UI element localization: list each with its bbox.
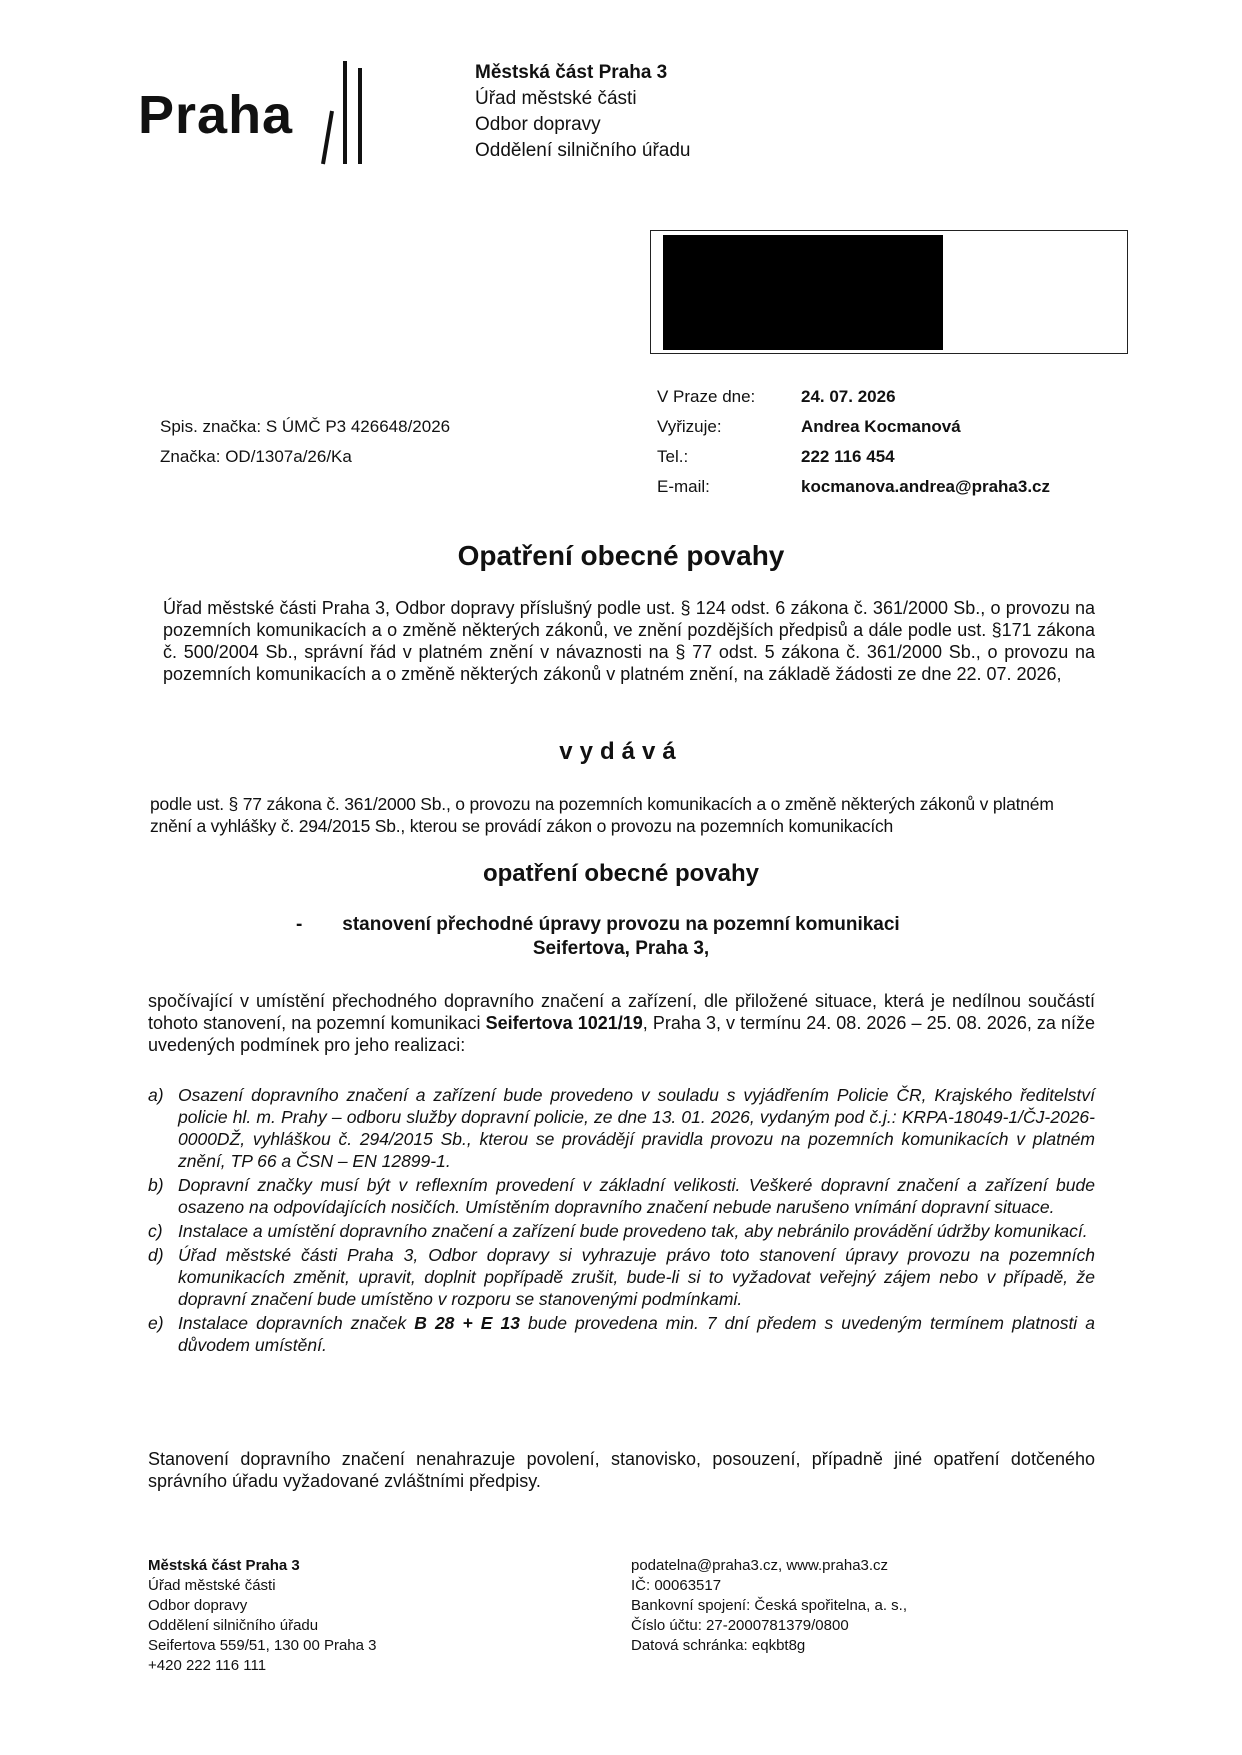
spis-znacka: Spis. značka: S ÚMČ P3 426648/2026 — [160, 417, 451, 436]
condition-item — [148, 1084, 1095, 1172]
redacted-recipient — [663, 235, 943, 350]
reference-block — [160, 412, 450, 472]
footer-line: Úřad městské části — [148, 1577, 276, 1594]
footer-right — [631, 1556, 907, 1656]
dash-marker: - — [296, 914, 303, 935]
sign-codes: B 28 + E 13 — [414, 1313, 520, 1333]
praha-logo-bars-icon — [318, 56, 378, 166]
footer-line: Odbor dopravy — [148, 1597, 248, 1614]
condition-text: Dopravní značky musí být v reflexním provedení v základní velikosti. Veškeré dopravní značení a zařízení bude osazeno na odpovídajících nosičích. Umístěním dopravního značení nebude narušeno vnímání dopravní situace. — [178, 1175, 1095, 1217]
meta-row — [657, 472, 1050, 502]
condition-text-part: bude provedena min. 7 dní předem s uvedeným termínem platnosti a důvodem umístění. — [178, 1313, 1095, 1355]
footer-line: Oddělení silničního úřadu — [148, 1617, 319, 1634]
org-line: Úřad městské části — [475, 88, 637, 109]
footer-line: Městská část Praha 3 — [148, 1557, 300, 1574]
praha-logo-text: Praha — [138, 85, 294, 145]
meta-block — [657, 382, 1050, 502]
condition-marker: d) — [148, 1245, 164, 1265]
legal-basis-paragraph: podle ust. § 77 zákona č. 361/2000 Sb., o provozu na pozemních komunikacích a o změně některých zákonů v platném znění a vyhlášky č. 294/2015 Sb., kterou se provádí zákon o provozu na pozemních komunikacích — [150, 794, 1054, 836]
email-link[interactable]: kocmanova.andrea@praha3.cz — [801, 477, 1051, 496]
conditions-list — [148, 1084, 1095, 1358]
closing-paragraph: Stanovení dopravního značení nenahrazuje povolení, stanovisko, posouzení, případně jiné opatření dotčeného správního úřadu vyžadované zvláštními předpisy. — [148, 1449, 1095, 1491]
vydava-heading: vydává — [559, 738, 683, 765]
meta-row — [657, 412, 1050, 442]
footer-line: Bankovní spojení: Česká spořitelna, a. s., — [631, 1597, 907, 1614]
condition-text: Úřad městské části Praha 3, Odbor dopravy si vyhrazuje právo toto stanovení úpravy provozu na pozemních komunikacích změnit, upravit, doplnit popřípadě zrušit, bude-li si to vyžadovat veřejný zájem nebo v případě, že dopravní značení bude umístěno v rozporu se stanovenými podmínkami. — [178, 1245, 1095, 1309]
meta-value: Andrea Kocmanová — [801, 417, 961, 436]
meta-value: 24. 07. 2026 — [801, 387, 896, 406]
condition-text-part: Instalace dopravních značek — [178, 1313, 415, 1333]
footer-line: +420 222 116 111 — [148, 1657, 267, 1674]
description-text: spočívající v umístění přechodného dopravního značení a zařízení, dle přiložené situace, která je nedílnou součástí tohoto stanovení, na pozemní komunikaci — [148, 991, 1095, 1033]
org-line: Městská část Praha 3 — [475, 62, 668, 83]
condition-text: Instalace a umístění dopravního značení a zařízení bude provedeno tak, aby nebránilo provádění údržby komunikací. — [178, 1221, 1088, 1241]
header-organization — [475, 60, 690, 164]
condition-item — [148, 1312, 1095, 1356]
meta-label: Tel.: — [657, 447, 689, 466]
meta-row — [657, 442, 1050, 472]
footer-left — [148, 1556, 377, 1676]
footer-line: Číslo účtu: 27-2000781379/0800 — [631, 1617, 849, 1634]
condition-marker: a) — [148, 1085, 164, 1105]
footer-contact-links[interactable]: podatelna@praha3.cz, www.praha3.cz — [631, 1557, 889, 1574]
footer-line: IČ: 00063517 — [631, 1577, 722, 1594]
znacka: Značka: OD/1307a/26/Ka — [160, 447, 352, 466]
intro-paragraph: Úřad městské části Praha 3, Odbor dopravy příslušný podle ust. § 124 odst. 6 zákona č. 361/2000 Sb., o provozu na pozemních komunikacích a o změně některých zákonů, ve znění pozdějších předpisů a dále podle ust. §171 zákona č. 500/2004 Sb., správní řád v platném znění v návaznosti na § 77 odst. 5 zákona č. 361/2000 Sb., o provozu na pozemních komunikacích a o změně některých zákonů v platném znění, na základě žádosti ze dne 22. 07. 2026, — [163, 598, 1095, 684]
footer-line: Seifertova 559/51, 130 00 Praha 3 — [148, 1637, 377, 1654]
stanoveni-text: stanovení přechodné úpravy provozu na pozemní komunikaci — [342, 914, 900, 935]
description-text: , Praha 3, v termínu 24. 08. 2026 – 25. 08. 2026, za níže uvedených podmínek pro jeho realizaci: — [148, 1013, 1096, 1055]
meta-value: 222 116 454 — [801, 447, 895, 466]
condition-item — [148, 1244, 1095, 1310]
meta-label: E-mail: — [657, 477, 710, 496]
footer-line: Datová schránka: eqkbt8g — [631, 1637, 806, 1654]
condition-marker: b) — [148, 1175, 164, 1195]
condition-marker: c) — [148, 1221, 163, 1241]
condition-item — [148, 1220, 1095, 1242]
street-name: Seifertova 1021/19 — [485, 1013, 643, 1033]
meta-label: V Praze dne: — [657, 387, 756, 406]
org-line: Odbor dopravy — [475, 114, 601, 135]
stanoveni-line-1 — [0, 913, 1242, 937]
condition-marker: e) — [148, 1313, 164, 1333]
stanoveni-line-2: Seifertova, Praha 3, — [532, 938, 710, 959]
section-subtitle: opatření obecné povahy — [482, 860, 760, 887]
document-title: Opatření obecné povahy — [457, 540, 785, 571]
meta-row — [657, 382, 1050, 412]
description-paragraph — [148, 990, 1095, 1056]
org-line: Oddělení silničního úřadu — [475, 140, 691, 161]
condition-text — [178, 1312, 1095, 1356]
condition-item — [148, 1174, 1095, 1218]
condition-text: Osazení dopravního značení a zařízení bude provedeno v souladu s vyjádřením Policie ČR, Krajského ředitelství policie hl. m. Prahy – odboru služby dopravní policie, ze dne 13. 01. 2026, vydaným pod č.j.: KRPA-18049-1/ČJ-2026-0000DŽ, vyhláškou č. 294/2015 Sb., kterou se provádějí pravidla provozu na pozemních komunikacích v platném znění, TP 66 a ČSN – EN 12899-1. — [178, 1085, 1095, 1171]
meta-label: Vyřizuje: — [657, 417, 722, 436]
